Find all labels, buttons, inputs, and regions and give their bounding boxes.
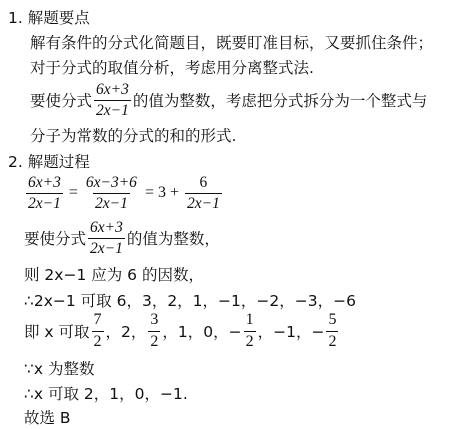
solution-line-5-mid-3: ，−1，− bbox=[257, 323, 325, 341]
key-point-text-3-pre: 要使分式 bbox=[30, 92, 93, 110]
section-1-heading bbox=[8, 6, 90, 28]
equation-fraction-2 bbox=[84, 174, 139, 213]
solution-fraction bbox=[88, 219, 125, 258]
key-point-text-3-post: 的值为整数，考虑把分式拆分为一个整式与 bbox=[132, 92, 428, 110]
key-point-line-2 bbox=[30, 56, 314, 78]
fraction-7-over-2-num: 7 bbox=[93, 311, 102, 329]
fraction-denominator: 2x−1 bbox=[96, 101, 129, 119]
fraction-3-over-2 bbox=[148, 311, 160, 351]
equation-fraction-1 bbox=[26, 174, 63, 213]
solution-line-3-text: 则 2x−1 应为 6 的因数， bbox=[24, 266, 204, 284]
key-point-line-4 bbox=[30, 124, 236, 146]
equation-fraction-2-numerator: 6x−3+6 bbox=[85, 173, 137, 191]
fraction-7-over-2 bbox=[92, 311, 104, 351]
solution-fraction-numerator: 6x+3 bbox=[90, 218, 123, 236]
solution-line-5-pre: 即 x 可取 bbox=[24, 323, 90, 341]
solution-line-2 bbox=[24, 219, 220, 257]
key-point-line-3 bbox=[30, 81, 427, 119]
equation-fraction-3-numerator: 6 bbox=[199, 173, 208, 191]
solution-line-2-pre: 要使分式 bbox=[24, 230, 87, 248]
solution-line-7 bbox=[24, 382, 188, 404]
solution-line-2-post: 的值为整数， bbox=[126, 230, 220, 248]
solution-line-7-text: ∴x 可取 2，1，0，−1. bbox=[24, 385, 188, 403]
section-2-heading-text: 2. 解题过程 bbox=[8, 153, 90, 171]
equals-three-plus: = 3 + bbox=[144, 184, 179, 201]
solution-line-4-text: ∴2x−1 可取 6，3，2，1，−1，−2，−3，−6 bbox=[24, 292, 356, 310]
fraction-5-over-2-den: 2 bbox=[328, 332, 337, 350]
fraction-3-over-2-den: 2 bbox=[150, 332, 159, 350]
key-point-line-1 bbox=[30, 31, 433, 53]
key-point-text-4: 分子为常数的分式的和的形式. bbox=[30, 127, 237, 145]
solution-line-8 bbox=[24, 406, 71, 428]
equation-fraction-3 bbox=[185, 174, 222, 213]
equation-split-fraction bbox=[24, 173, 224, 213]
solution-line-3 bbox=[24, 263, 204, 285]
fraction-5-over-2-num: 5 bbox=[328, 311, 337, 329]
equation-fraction-3-denominator: 2x−1 bbox=[186, 194, 220, 212]
key-point-text-2: 对于分式的取值分析，考虑用分离整式法. bbox=[30, 59, 314, 77]
solution-line-4 bbox=[24, 289, 356, 311]
solution-line-6-text: ∵x 为整数 bbox=[24, 360, 95, 378]
section-2-heading bbox=[8, 150, 90, 172]
fraction-5-over-2 bbox=[326, 311, 338, 351]
solution-line-5-mid-2: ，1，0，− bbox=[162, 323, 242, 341]
solution-line-5-mid-1: ，2， bbox=[105, 323, 147, 341]
fraction-1-over-2-den: 2 bbox=[245, 332, 254, 350]
equation-fraction-1-numerator: 6x+3 bbox=[28, 173, 61, 191]
fraction-3-over-2-num: 3 bbox=[150, 311, 159, 329]
key-point-text-1: 解有条件的分式化简题目，既要盯准目标，又要抓住条件； bbox=[30, 34, 434, 52]
fraction-numerator: 6x+3 bbox=[96, 80, 129, 98]
equals-sign-1: = bbox=[68, 184, 78, 201]
solution-fraction-denominator: 2x−1 bbox=[90, 239, 123, 257]
fraction-6x3-over-2x1 bbox=[94, 81, 131, 120]
fraction-1-over-2 bbox=[244, 311, 256, 351]
section-1-heading-text: 1. 解题要点 bbox=[8, 9, 90, 27]
solution-line-5 bbox=[24, 311, 340, 351]
fraction-1-over-2-num: 1 bbox=[245, 311, 254, 329]
final-answer: 故选 B bbox=[24, 409, 71, 427]
fraction-7-over-2-den: 2 bbox=[93, 332, 102, 350]
equation-fraction-1-denominator: 2x−1 bbox=[28, 194, 61, 212]
equation-fraction-2-denominator: 2x−1 bbox=[94, 194, 128, 212]
solution-line-6 bbox=[24, 357, 94, 379]
